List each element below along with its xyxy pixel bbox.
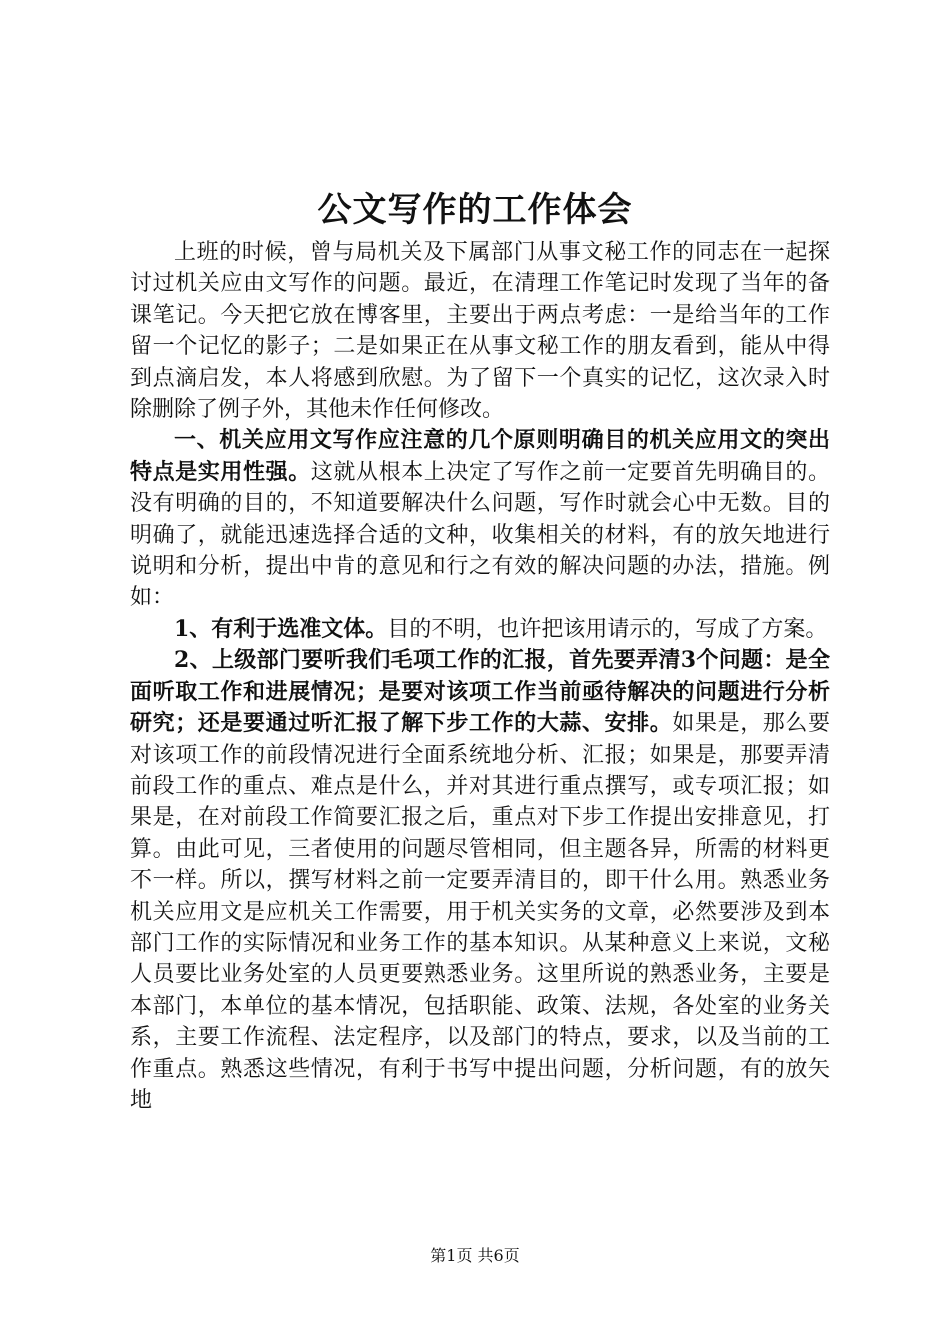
paragraph-2 bbox=[130, 425, 830, 613]
paragraph-4-lead: 2、上级部门要听我们毛项工作的汇报，首先要弄清3个问题：是全面听取工作和进展情况；是要对该项工作当前亟待解决的问题进行分析研究；还是要通过听汇报了解下步工作的大蒜、安排。 bbox=[130, 647, 830, 737]
paragraph-4 bbox=[130, 645, 830, 1116]
paragraph-3-text: 目的不明，也许把该用请示的，写成了方案。 bbox=[387, 616, 828, 642]
paragraph-1 bbox=[130, 237, 830, 425]
document-title: 公文写作的工作体会 bbox=[317, 190, 633, 230]
paragraph-3 bbox=[130, 614, 830, 645]
paragraph-2-lead: 一、机关应用文写作应注意的几个原则明确目的机关应用文的突出特点是实用性强。 bbox=[130, 427, 830, 485]
paragraph-1-text: 上班的时候，曾与局机关及下属部门从事文秘工作的同志在一起探讨过机关应由文写作的问题。最近，在清理工作笔记时发现了当年的备课笔记。今天把它放在博客里，主要出于两点考虑：一是给当年的工作留一个记忆的影子；二是如果正在从事文秘工作的朋友看到，能从中得到点滴启发，本人将感到欣慰。为了留下一个真实的记忆，这次录入时除删除了例子外，其他未作任何修改。 bbox=[130, 240, 830, 423]
paragraph-4-text: 如果是，那么要对该项工作的前段情况进行全面系统地分析、汇报；如果是，那要弄清前段工作的重点、难点是什么，并对其进行重点撰写，或专项汇报；如果是，在对前段工作简要汇报之后，重点对下步工作提出安排意见，打算。由此可见，三者使用的问题尽管相同，但主题各异，所需的材料更不一样。所以，撰写材料之前一定要弄清目的，即干什么用。熟悉业务机关应用文是应机关工作需要，用于机关实务的文章，必然要涉及到本部门工作的实际情况和业务工作的基本知识。从某种意义上来说，文秘人员要比业务处室的人员更要熟悉业务。这里所说的熟悉业务，主要是本部门，本单位的基本情况，包括职能、政策、法规，各处室的业务关系，主要工作流程、法定程序，以及部门的特点，要求，以及当前的工作重点。熟悉这些情况，有利于书写中提出问题，分析问题，有的放矢地 bbox=[130, 711, 830, 1113]
document-body bbox=[130, 237, 830, 1116]
paragraph-2-text: 这就从根本上决定了写作之前一定要首先明确目的。没有明确的目的，不知道要解决什么问题，写作时就会心中无数。目的明确了，就能迅速选择合适的文种，收集相关的材料，有的放矢地进行说明和分析，提出中肯的意见和行之有效的解决问题的办法，措施。例如： bbox=[130, 459, 830, 611]
paragraph-3-lead: 1、有利于选准文体。 bbox=[174, 615, 388, 642]
page-footer: 第1页 共6页 bbox=[430, 1246, 520, 1265]
